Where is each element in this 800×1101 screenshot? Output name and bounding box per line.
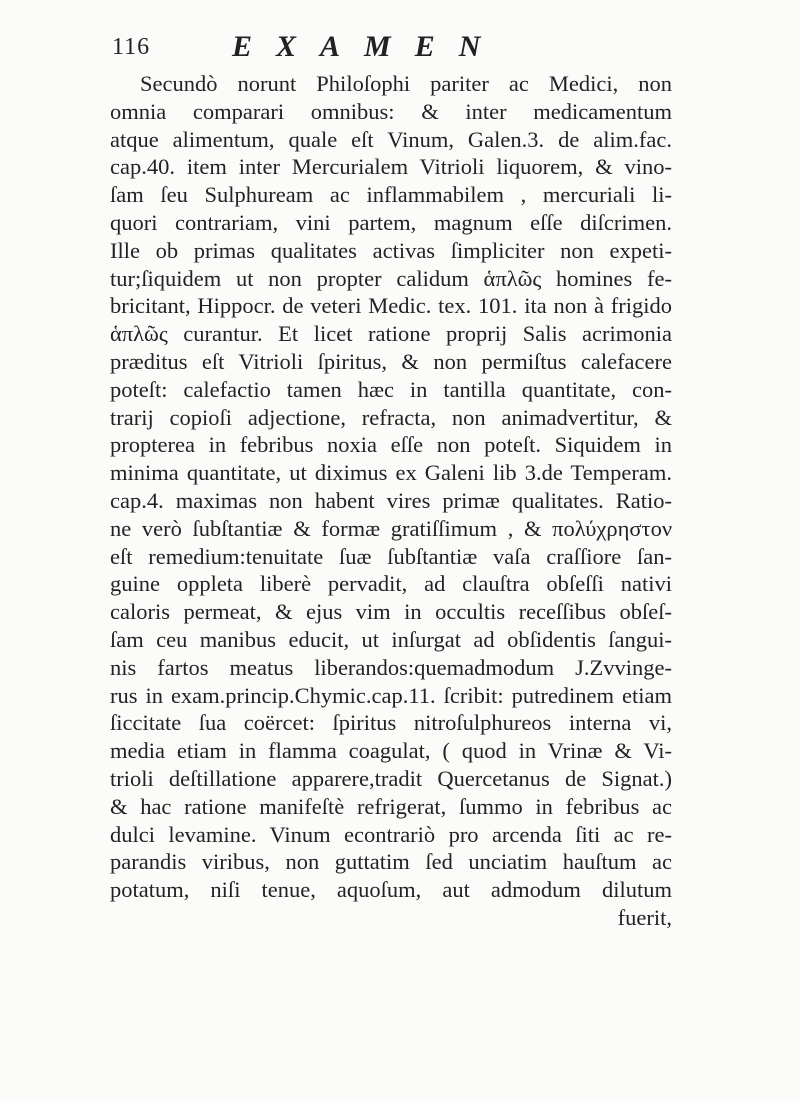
text-line: tur;ſiquidem ut non propter calidum ἁπλῶς homines fe- <box>110 265 672 291</box>
text-line: omnia comparari omnibus: & inter medicamentum <box>110 98 672 124</box>
text-line: bricitant, Hippocr. de veteri Medic. tex. 101. ita non à frigido <box>110 293 672 319</box>
text-line: Ille ob primas qualitates activas ſimpliciter non expeti- <box>110 237 672 263</box>
catchword: fuerit, <box>617 904 672 930</box>
text-line: præditus eſt Vitrioli ſpiritus, & non permiſtus calefacere <box>110 348 672 374</box>
text-line: caloris permeat, & ejus vim in occultis receſſibus obſeſ- <box>110 599 672 625</box>
page-header <box>112 30 712 70</box>
text-line: ἁπλῶς curantur. Et licet ratione proprij Salis acrimonia <box>110 321 672 347</box>
text-line: eſt remedium:tenuitate ſuæ ſubſtantiæ vaſa craſſiore ſan- <box>110 543 672 569</box>
text-line: minima quantitate, ut diximus ex Galeni lib 3.de Temperam. <box>110 460 672 486</box>
text-line: parandis viribus, non guttatim ſed unciatim hauſtum ac <box>110 849 672 875</box>
text-line: ſam ſeu Sulphuream ac inflammabilem , mercuriali li- <box>110 182 672 208</box>
text-line: cap.4. maximas non habent vires primæ qualitates. Ratio- <box>110 487 672 513</box>
page-number: 116 <box>112 34 151 60</box>
text-line: rus in exam.princip.Chymic.cap.11. ſcribit: putredinem etiam <box>110 682 672 708</box>
text-line: ſam ceu manibus educit, ut inſurgat ad obſidentis ſangui- <box>110 626 672 652</box>
text-line: dulci levamine. Vinum econtrariò pro arcenda ſiti ac re- <box>110 821 672 847</box>
text-line: propterea in febribus noxia eſſe non poteſt. Siquidem in <box>110 432 672 458</box>
text-line: cap.40. item inter Mercurialem Vitrioli liquorem, & vino- <box>110 154 672 180</box>
text-line: & hac ratione manifeſtè refrigerat, ſummo in febribus ac <box>110 793 672 819</box>
text-line: potatum, niſi tenue, aquoſum, aut admodum dilutum <box>110 877 672 903</box>
text-line: ſiccitate ſua coërcet: ſpiritus nitroſulphureos interna vi, <box>110 710 672 736</box>
text-line: Secundò norunt Philoſophi pariter ac Medici, non <box>140 71 672 96</box>
text-line: media etiam in flamma coagulat, ( quod in Vrinæ & Vi- <box>110 738 672 764</box>
text-line: nis fartos meatus liberandos:quemadmodum J.Zvvinge- <box>110 654 672 680</box>
text-line: trarij copioſi adjectione, refracta, non animadvertitur, & <box>110 404 672 430</box>
text-line: atque alimentum, quale eſt Vinum, Galen.3. de alim.fac. <box>110 126 672 152</box>
text-line: poteſt: calefactio tamen hæc in tantilla quantitate, con- <box>110 376 672 402</box>
text-line: ne verò ſubſtantiæ & formæ gratiſſimum , & πολύχρηστον <box>110 515 672 541</box>
text-line: quori contrariam, vini partem, magnum eſſe diſcrimen. <box>110 209 672 235</box>
running-title: EXAMEN <box>232 30 505 63</box>
text-line: trioli deſtillatione apparere,tradit Quercetanus de Signat.) <box>110 765 672 791</box>
text-line: guine oppleta liberè pervadit, ad clauſtra obſeſſi nativi <box>110 571 672 597</box>
body-text <box>110 70 672 932</box>
